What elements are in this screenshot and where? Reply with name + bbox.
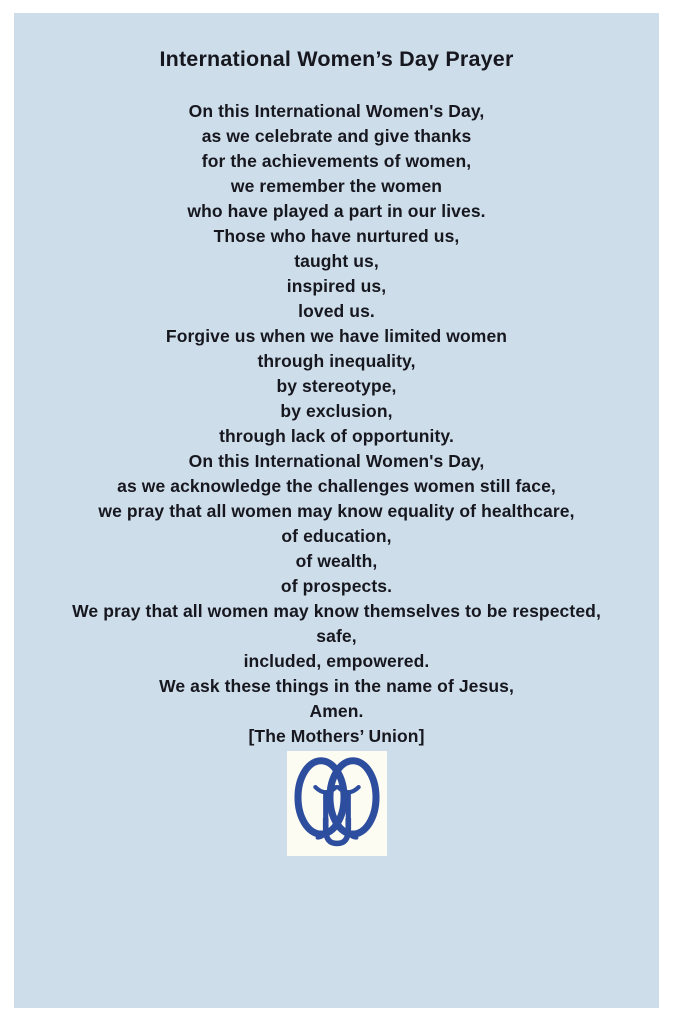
prayer-line: On this International Women's Day, <box>188 101 485 121</box>
prayer-paragraph <box>14 674 659 724</box>
prayer-paragraph <box>14 449 659 574</box>
prayer-line: We pray that all women may know themselves to be respected, <box>72 601 601 621</box>
prayer-paragraph <box>14 574 659 599</box>
prayer-line: On this International Women's Day, <box>188 451 485 471</box>
prayer-line: We ask these things in the name of Jesus, <box>159 676 514 696</box>
prayer-line: as we celebrate and give thanks <box>201 126 472 146</box>
prayer-paragraph <box>14 124 659 324</box>
mothers-union-monogram-icon <box>290 754 384 854</box>
prayer-line: by exclusion, <box>280 401 393 421</box>
prayer-line: we pray that all women may know equality of healthcare, <box>98 501 575 521</box>
prayer-line: as we acknowledge the challenges women still face, <box>117 476 556 496</box>
prayer-line: Forgive us when we have limited women <box>165 326 508 346</box>
prayer-paragraph <box>14 599 659 674</box>
prayer-line: safe, <box>316 626 357 646</box>
prayer-line: loved us. <box>298 301 375 321</box>
attribution-text <box>14 724 659 749</box>
prayer-line: by stereotype, <box>276 376 397 396</box>
prayer-line: through inequality, <box>257 351 416 371</box>
prayer-line: inspired us, <box>286 276 387 296</box>
prayer-line: taught us, <box>294 251 379 271</box>
prayer-line: through lack of opportunity. <box>219 426 454 446</box>
prayer-line: of prospects. <box>280 576 393 596</box>
prayer-line: Those who have nurtured us, <box>213 226 460 246</box>
prayer-line: Amen. <box>309 701 364 721</box>
prayer-line: for the achievements of women, <box>201 151 472 171</box>
prayer-line: included, empowered. <box>243 651 430 671</box>
mothers-union-logo <box>287 751 387 856</box>
page-title: International Women’s Day Prayer <box>159 47 514 71</box>
prayer-line: we remember the women <box>230 176 443 196</box>
prayer-paragraph <box>14 99 659 124</box>
prayer-paragraph <box>14 324 659 449</box>
prayer-line: of wealth, <box>295 551 378 571</box>
prayer-card <box>14 13 659 1008</box>
prayer-line: [The Mothers’ Union] <box>248 726 425 746</box>
prayer-line: who have played a part in our lives. <box>187 201 486 221</box>
prayer-line: of education, <box>281 526 392 546</box>
